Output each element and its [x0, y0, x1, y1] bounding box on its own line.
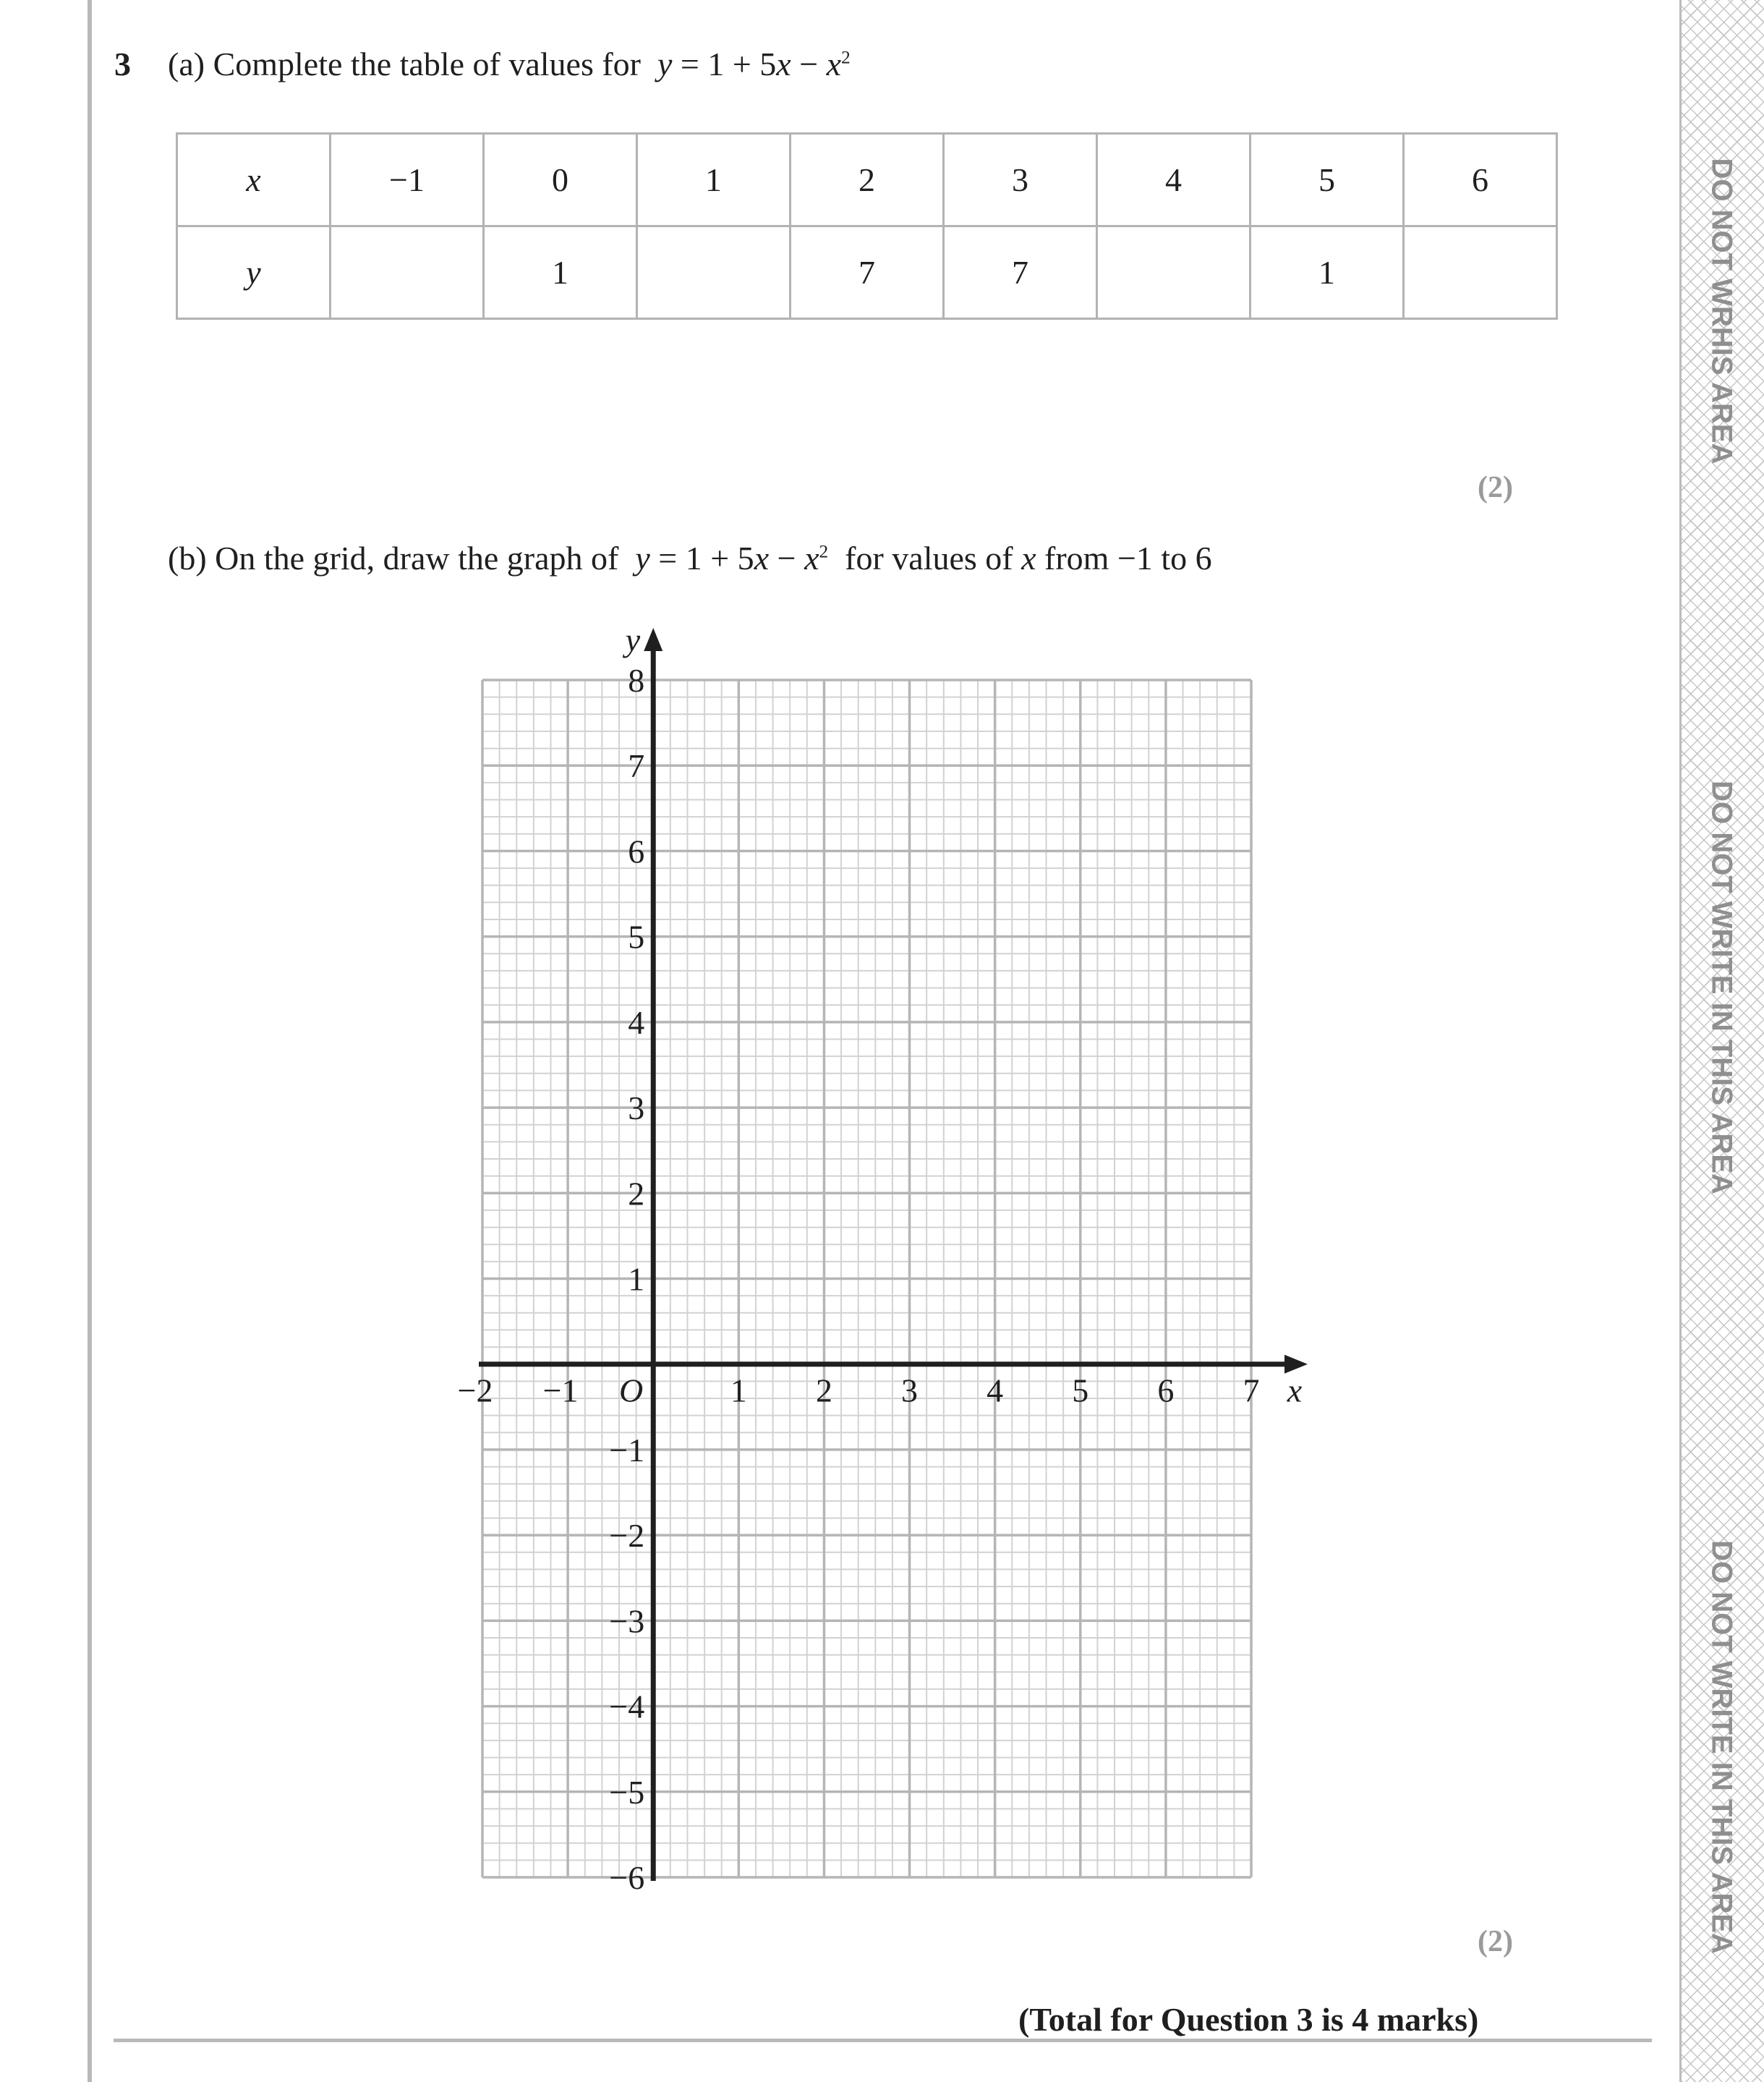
x-tick-label: −1 — [542, 1372, 579, 1409]
table-cell-x: 3 — [944, 134, 1097, 226]
table-cell-x: 6 — [1404, 134, 1557, 226]
y-tick-label: 8 — [628, 662, 645, 699]
y-axis-label: y — [625, 621, 641, 658]
y-tick-label: −6 — [609, 1859, 645, 1896]
table-cell-y: 1 — [1250, 226, 1404, 319]
part-b-marks: (2) — [1478, 1925, 1513, 1958]
question-total: (Total for Question 3 is 4 marks) — [1018, 2001, 1479, 2038]
table-cell-x: 2 — [791, 134, 944, 226]
table-cell-x: −1 — [331, 134, 484, 226]
part-a-intro: Complete the table of values for — [213, 46, 641, 82]
margin-warning-text-1: DO NOT WRHIS AREA — [1705, 158, 1738, 464]
equation-a: $y = 1 + 5x - x^2$ — [657, 46, 851, 82]
y-tick-label: −3 — [609, 1602, 645, 1640]
origin-label: O — [618, 1372, 644, 1409]
x-tick-label: −2 — [457, 1372, 493, 1409]
y-tick-label: −2 — [609, 1517, 645, 1555]
question-number: 3 — [114, 46, 131, 82]
y-tick-label: 3 — [628, 1089, 645, 1127]
table-cell-y: 1 — [484, 226, 637, 319]
part-b-intro: On the grid, draw the graph of — [215, 540, 619, 577]
bottom-divider — [114, 2039, 1652, 2042]
y-tick-label: −4 — [609, 1688, 645, 1725]
x-tick-label: 4 — [987, 1372, 1004, 1409]
y-tick-label: 1 — [628, 1260, 645, 1298]
y-tick-label: 6 — [628, 833, 645, 870]
table-header-y: y — [177, 226, 331, 319]
part-b-label: (b) — [168, 540, 207, 577]
x-tick-label: 5 — [1072, 1372, 1089, 1409]
part-b-question: (b) On the grid, draw the graph of $y = 1 + 5x - x^2$ for values of x from −1 to 6 — [168, 540, 1212, 577]
part-a-marks: (2) — [1478, 471, 1513, 504]
y-tick-label: 7 — [628, 747, 645, 785]
equation-b: $y = 1 + 5x - x^2$ — [635, 540, 829, 577]
part-a-label: (a) — [168, 46, 205, 82]
x-tick-label: 1 — [730, 1372, 747, 1409]
y-tick-label: 4 — [628, 1003, 645, 1041]
y-tick-label: 2 — [628, 1175, 645, 1212]
table-cell-x: 5 — [1250, 134, 1404, 226]
x-tick-label: 2 — [815, 1372, 832, 1409]
y-axis-arrow-icon — [644, 628, 662, 651]
x-tick-label: 7 — [1243, 1372, 1260, 1409]
margin-warning-text-2: DO NOT WRITE IN THIS AREA — [1705, 781, 1738, 1194]
y-tick-label: −1 — [609, 1431, 645, 1469]
table-header-x: x — [177, 134, 331, 226]
table-cell-x: 1 — [637, 134, 791, 226]
y-tick-label: 5 — [628, 918, 645, 956]
table-cell-y: 7 — [791, 226, 944, 319]
x-axis-label: x — [1287, 1372, 1303, 1409]
table-cell-x: 4 — [1097, 134, 1250, 226]
x-tick-label: 3 — [901, 1372, 919, 1409]
x-tick-label: 6 — [1157, 1372, 1175, 1409]
y-tick-label: −5 — [609, 1773, 645, 1811]
x-axis-arrow-icon — [1284, 1355, 1308, 1374]
table-cell-y: 7 — [944, 226, 1097, 319]
margin-warning-text-3: DO NOT WRITE IN THIS AREA — [1705, 1540, 1738, 1954]
table-cell-x: 0 — [484, 134, 637, 226]
